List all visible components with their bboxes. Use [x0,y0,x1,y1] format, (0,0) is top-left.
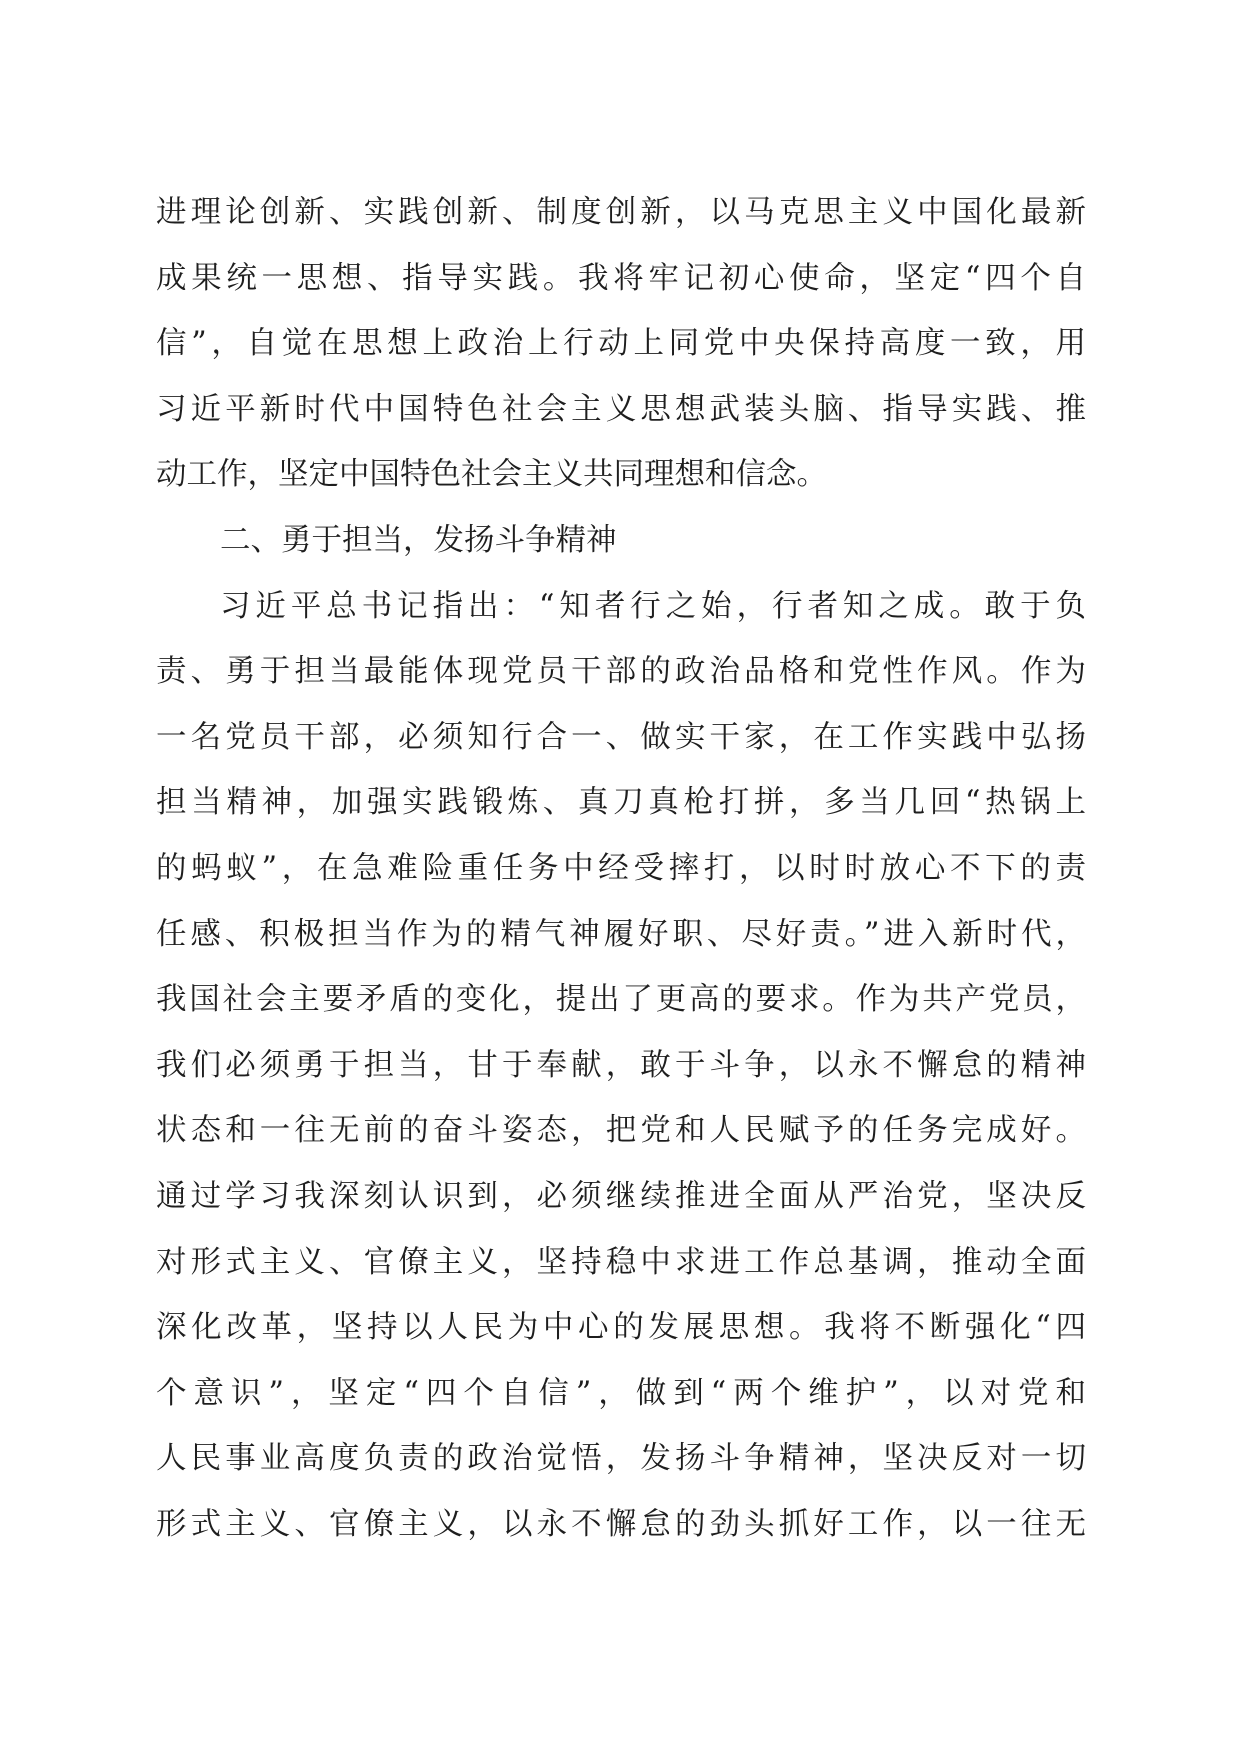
body-line: 成果统一思想、指导实践。我将牢记初心使命，坚定“四个自 [156,260,1086,296]
body-line: 我国社会主要矛盾的变化，提出了更高的要求。作为共产党员， [156,982,1086,1018]
body-line: 习近平新时代中国特色社会主义思想武装头脑、指导实践、推 [156,391,1086,427]
body-line: 进理论创新、实践创新、制度创新，以马克思主义中国化最新 [156,195,1086,230]
body-line: 动工作，坚定中国特色社会主义共同理想和信念。 [156,457,827,493]
body-line: 任感、积极担当作为的精气神履好职、尽好责。”进入新时代， [156,916,1086,952]
body-line: 状态和一往无前的奋斗姿态，把党和人民赋予的任务完成好。 [156,1113,1086,1149]
body-line: 责、勇于担当最能体现党员干部的政治品格和党性作风。作为 [156,654,1086,690]
body-line: 一名党员干部，必须知行合一、做实干家，在工作实践中弘扬 [156,719,1086,755]
body-line: 人民事业高度负责的政治觉悟，发扬斗争精神，坚决反对一切 [156,1441,1086,1477]
body-line: 信”，自觉在思想上政治上行动上同党中央保持高度一致，用 [156,326,1086,362]
body-line: 形式主义、官僚主义，以永不懈怠的劲头抓好工作，以一往无 [156,1506,1086,1542]
body-line: 我们必须勇于担当，甘于奉献，敢于斗争，以永不懈怠的精神 [156,1047,1086,1083]
body-line: 对形式主义、官僚主义，坚持稳中求进工作总基调，推动全面 [156,1244,1086,1280]
section-heading: 二、勇于担当，发扬斗争精神 [220,522,617,558]
body-line: 通过学习我深刻认识到，必须继续推进全面从严治党，坚决反 [156,1178,1086,1214]
body-line: 习近平总书记指出：“知者行之始，行者知之成。敢于负 [220,588,1086,624]
body-line: 担当精神，加强实践锻炼、真刀真枪打拼，多当几回“热锅上 [156,785,1086,821]
body-line: 深化改革，坚持以人民为中心的发展思想。我将不断强化“四 [156,1310,1086,1346]
body-line: 个意识”，坚定“四个自信”，做到“两个维护”，以对党和 [156,1375,1086,1411]
document-body [156,180,1086,1557]
body-line: 的蚂蚁”，在急难险重任务中经受摔打，以时时放心不下的责 [156,850,1086,886]
